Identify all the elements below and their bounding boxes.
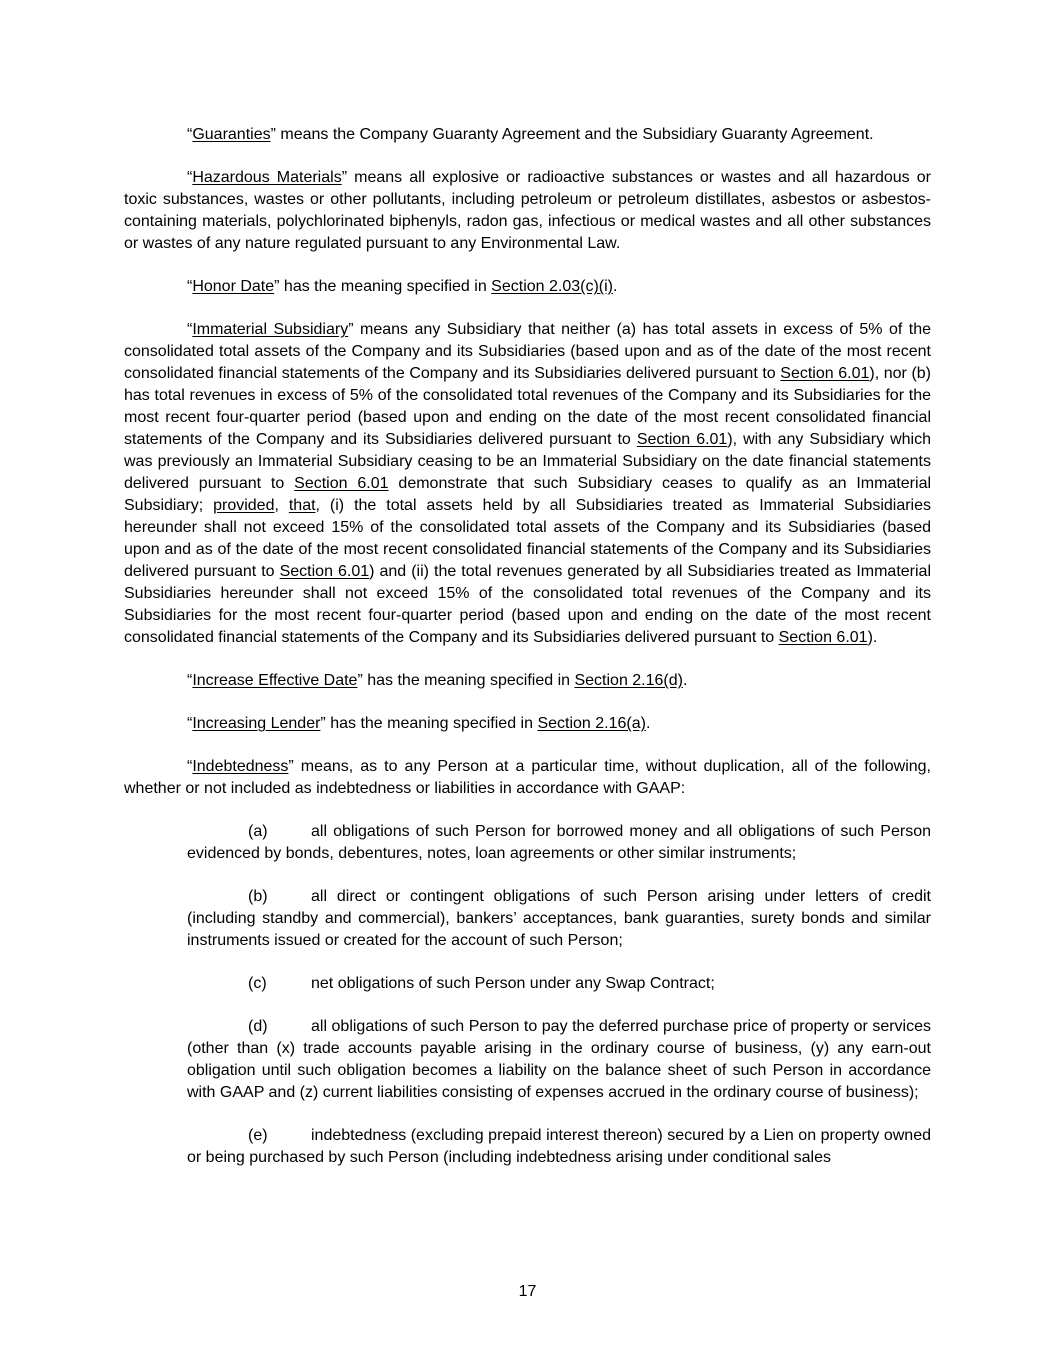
definition-text: demonstrate that such Subsidiary ceases to qualify as an Immaterial Subsidiary;: [124, 475, 932, 514]
definition-text: ).: [867, 629, 878, 646]
definition-text: .: [613, 278, 618, 295]
definition-hazardous-materials: [124, 167, 931, 255]
defined-term: Immaterial Subsidiary: [192, 321, 349, 338]
definition-text: .: [645, 715, 651, 732]
document-page: [124, 124, 931, 1190]
defined-term: Guaranties: [192, 126, 271, 143]
item-text: indebtedness (excluding prepaid interest thereon) secured by a Lien on property owned or being purchased by such Person (including indebtedness arising under conditional sales: [187, 1127, 931, 1166]
definition-honor-date: [124, 276, 931, 298]
that-term: that: [288, 497, 316, 514]
defined-term: Increasing Lender: [192, 715, 321, 732]
list-item: [187, 1016, 931, 1104]
section-reference: Section 6.01: [294, 475, 389, 492]
definition-text: .: [682, 672, 688, 689]
defined-term: Increase Effective Date: [192, 672, 358, 689]
item-label: (b): [248, 888, 268, 905]
open-quote: “: [187, 672, 193, 689]
open-quote: “: [187, 126, 193, 143]
definition-guaranties: [124, 124, 931, 146]
item-label: (a): [248, 823, 268, 840]
definition-text: ), nor (b) has total revenues in excess of 5% of the consolidated total revenues of the Company and its Subsidiaries for the most recent four-quarter period (based upon and ending on the date of the most recent consolidated financial statements of the Company and its Subsidiaries delivered pursuant to: [124, 365, 931, 448]
item-text: all obligations of such Person to pay the deferred purchase price of property or services (other than (x) trade accounts payable arising in the ordinary course of business, (y) any earn-out obligation until such obligation becomes a liability on the balance sheet of such Person in accordance with GAAP and (z) current liabilities consisting of expenses accrued in the ordinary course of business);: [187, 1018, 931, 1101]
definition-text: ” means any Subsidiary that neither (a) has total assets in excess of 5% of the consolidated total assets of the Company and its Subsidiaries (based upon and as of the date of the most recent consolidated financial statements of the Company and its Subsidiaries delivered pursuant to: [124, 321, 932, 382]
open-quote: “: [187, 278, 193, 295]
item-text: net obligations of such Person under any Swap Contract;: [311, 975, 715, 992]
item-text: all obligations of such Person for borrowed money and all obligations of such Person evidenced by bonds, debentures, notes, loan agreements or other similar instruments;: [187, 823, 931, 862]
item-label: (e): [248, 1127, 268, 1144]
open-quote: “: [187, 715, 193, 732]
section-reference: Section 6.01: [279, 563, 370, 580]
item-text: all direct or contingent obligations of such Person arising under letters of credit (including standby and commercial), bankers’ acceptances, bank guaranties, surety bonds and similar instruments issued or created for the account of such Person;: [187, 888, 931, 949]
section-reference: Section 2.16(a): [537, 715, 646, 732]
definition-text: ” means the Company Guaranty Agreement and the Subsidiary Guaranty Agreement.: [270, 126, 874, 143]
definition-text: ” means all explosive or radioactive substances or wastes and all hazardous or toxic substances, wastes or other pollutants, including petroleum or petroleum distillates, asbestos or asbestos-containing materials, polychlorinated biphenyls, radon gas, infectious or medical wastes and all other substances or wastes of any nature regulated pursuant to any Environmental Law.: [124, 169, 931, 252]
definition-immaterial-subsidiary: [124, 319, 931, 649]
definition-increasing-lender: [124, 713, 931, 735]
open-quote: “: [187, 758, 193, 775]
section-reference: Section 6.01: [636, 431, 728, 448]
open-quote: “: [187, 169, 193, 186]
item-label: (c): [248, 975, 267, 992]
list-item: [187, 973, 931, 995]
list-item: [187, 886, 931, 952]
defined-term: Indebtedness: [192, 758, 289, 775]
page-number: 17: [518, 1283, 537, 1300]
definition-text: ), with any Subsidiary which was previously an Immaterial Subsidiary ceasing to be an Immaterial Subsidiary on the date financial statements delivered pursuant to: [124, 431, 932, 492]
definition-indebtedness: [124, 756, 931, 800]
section-reference: Section 6.01: [778, 629, 868, 646]
list-item: [187, 1125, 931, 1169]
section-reference: Section 2.16(d): [574, 672, 683, 689]
item-label: (d): [248, 1018, 268, 1035]
section-reference: Section 2.03(c)(i): [491, 278, 613, 295]
definition-text: ) and (ii) the total revenues generated by all Subsidiaries treated as Immaterial Subsidiaries hereunder shall not exceed 15% of the consolidated total revenues of the Company and its Subsidiaries for the most recent four-quarter period (based upon and ending on the date of the most recent consolidated financial statements of the Company and its Subsidiaries delivered pursuant to: [124, 563, 932, 646]
definition-text: ,: [274, 497, 289, 514]
definition-text: ” has the meaning specified in: [320, 715, 538, 732]
list-item: [187, 821, 931, 865]
definition-increase-effective-date: [124, 670, 931, 692]
definition-text: , (i) the total assets held by all Subsidiaries treated as Immaterial Subsidiaries hereunder shall not exceed 15% of the consolidated total assets of the Company and its Subsidiaries (based upon and as of the date of the most recent consolidated financial statements of the Company and its Subsidiaries delivered pursuant to: [124, 497, 932, 580]
open-quote: “: [187, 321, 193, 338]
defined-term: Honor Date: [192, 278, 275, 295]
provided-term: provided: [213, 497, 275, 514]
definition-text: ” has the meaning specified in: [274, 278, 492, 295]
definition-text: ” means, as to any Person at a particular time, without duplication, all of the following, whether or not included as indebtedness or liabilities in accordance with GAAP:: [124, 758, 931, 797]
defined-term: Hazardous Materials: [192, 169, 342, 186]
definition-text: ” has the meaning specified in: [357, 672, 575, 689]
section-reference: Section 6.01: [780, 365, 870, 382]
